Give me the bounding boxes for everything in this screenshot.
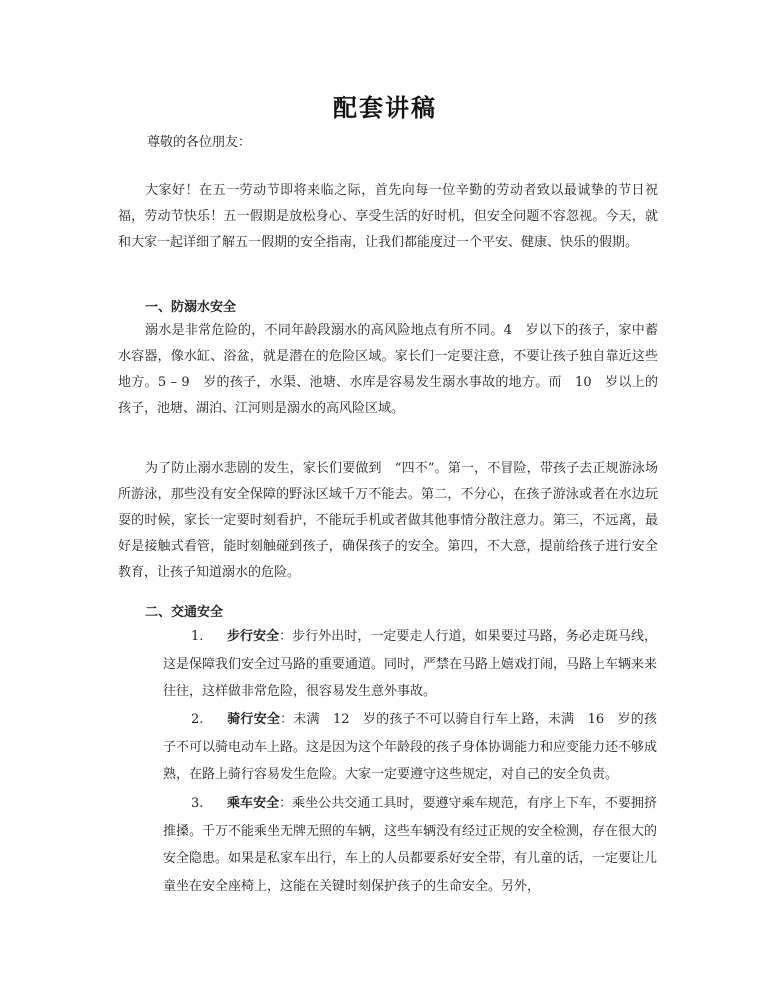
document-title: 配套讲稿 xyxy=(333,94,437,122)
list-item-label: 步行安全 xyxy=(227,629,280,644)
drowning-paragraph-2: 为了防止溺水悲剧的发生，家长们要做到 “四不”。第一，不冒险，带孩子去正规游泳场所游泳，那些没有安全保障的野泳区域千万不能去。第二，不分心，在孩子游泳或者在水边玩耍的时候，家长一定要时刻看护，不能玩手机或者做其他事情分散注意力。第三，不远离，最好是接触式看管，能时刻触碰到孩子，确保孩子的安全。第四，不大意，提前给孩子进行安全教育，让孩子知道溺水的危险。 xyxy=(118,461,658,580)
list-item-number: 3. xyxy=(191,796,204,811)
list-item-number: 1. xyxy=(191,629,204,644)
intro-paragraph: 大家好！在五一劳动节即将来临之际，首先向每一位辛勤的劳动者致以最诚挚的节日祝福，劳动节快乐！五一假期是放松身心、享受生活的好时机，但安全问题不容忽视。今天，就和大家一起详细了解五一假期的安全指南，让我们都能度过一个平安、健康、快乐的假期。 xyxy=(118,183,658,250)
list-item-riding xyxy=(163,790,657,900)
list-item-number: 2. xyxy=(191,712,204,727)
section-heading-traffic: 二、交通安全 xyxy=(145,605,224,620)
list-item-text: ：未满 12 岁的孩子不可以骑自行车上路，未满 16 岁的孩子不可以骑电动车上路。这是因为这个年龄段的孩子身体协调能力和应变能力还不够成熟，在路上骑行容易发生危险。大家一定要遵守这些规定，对自己的安全负责。 xyxy=(163,712,658,782)
salutation: 尊敬的各位朋友： xyxy=(147,135,252,150)
list-item-text: ：乘坐公共交通工具时，要遵守乘车规范，有序上下车，不要拥挤推搡。千万不能乘坐无牌无照的车辆，这些车辆没有经过正规的安全检测，存在很大的安全隐患。如果是私家车出行，车上的人员都要系好安全带，有儿童的话，一定要让儿童坐在安全座椅上，这能在关键时刻保护孩子的生命安全。另外， xyxy=(163,796,658,894)
list-item-walking xyxy=(163,623,657,706)
list-item-cycling xyxy=(163,706,657,789)
section-heading-drowning: 一、防溺水安全 xyxy=(145,300,237,315)
drowning-paragraph-1: 溺水是非常危险的，不同年龄段溺水的高风险地点有所不同。4 岁以下的孩子，家中蓄水容器，像水缸、浴盆，就是潜在的危险区域。家长们一定要注意，不要让孩子独自靠近这些地方。5 – 9 岁的孩子，水渠、池塘、水库是容易发生溺水事故的地方。而 10 岁以上的孩子，池塘、湖泊、江河则是溺水的高风险区域。 xyxy=(118,323,658,416)
list-item-label: 乘车安全 xyxy=(227,796,280,811)
list-item-text: ：步行外出时，一定要走人行道，如果要过马路，务必走斑马线，这是保障我们安全过马路的重要通道。同时，严禁在马路上嬉戏打闹，马路上车辆来来往往，这样做非常危险，很容易发生意外事故。 xyxy=(163,629,658,699)
list-item-label: 骑行安全 xyxy=(227,712,281,727)
